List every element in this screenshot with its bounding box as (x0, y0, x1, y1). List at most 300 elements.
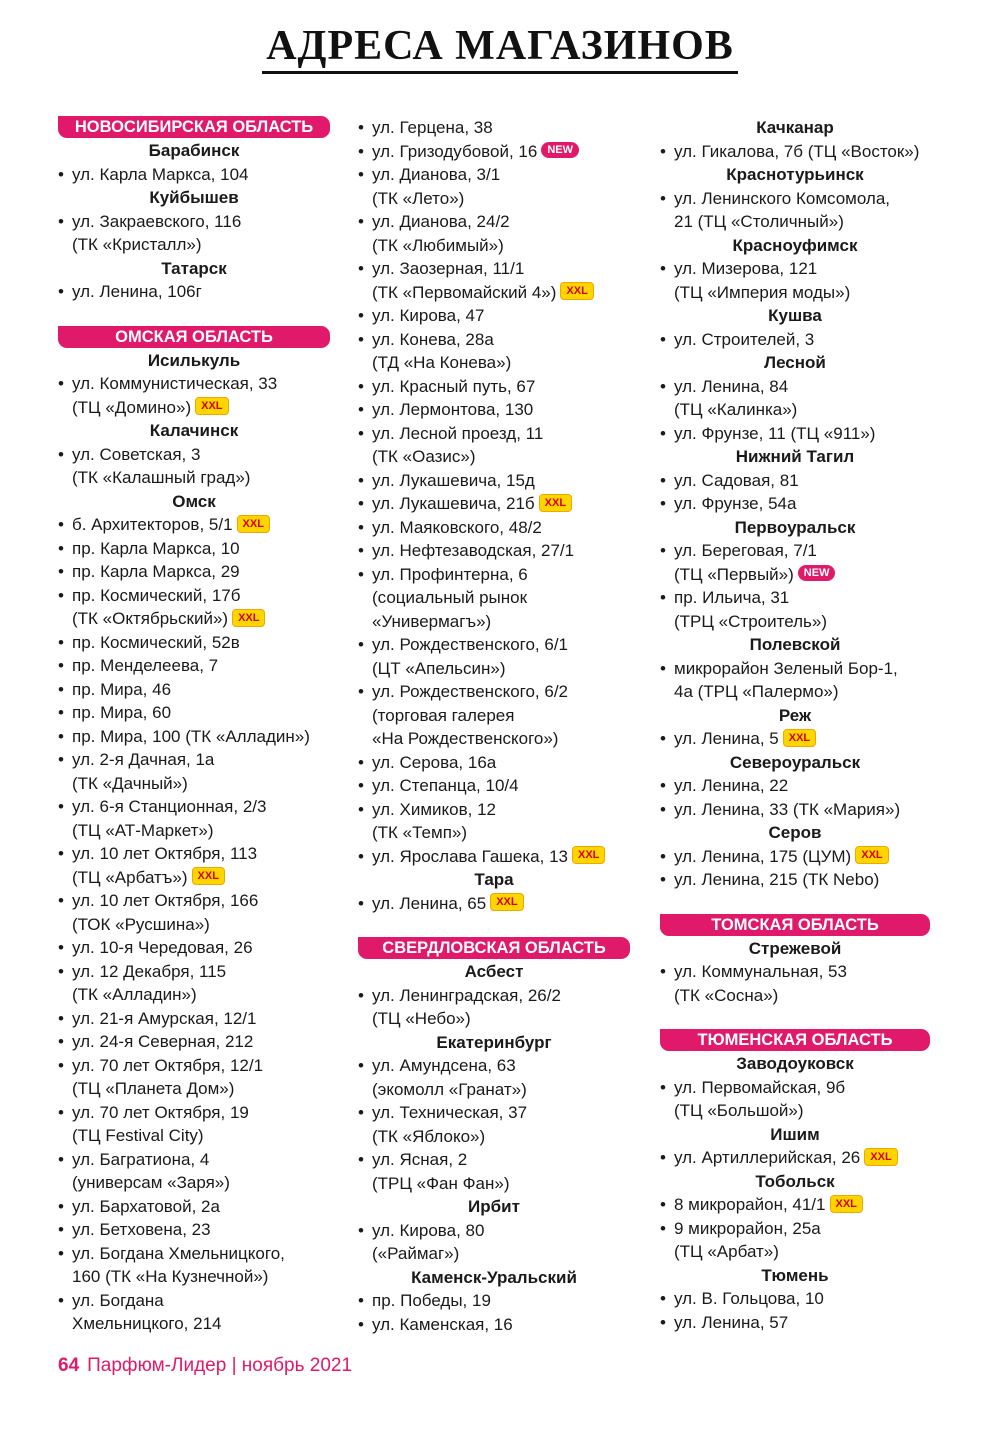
address-lines (72, 513, 330, 537)
bullet-icon: • (358, 541, 364, 560)
address-lines (372, 257, 630, 304)
bullet-icon: • (660, 329, 666, 349)
address-lines (72, 701, 330, 725)
address-text: Хмельницкого, 214 (72, 1314, 222, 1333)
store-address (358, 1313, 630, 1337)
address-line (372, 304, 630, 328)
xxl-badge: XXL (232, 609, 265, 627)
address-line (372, 234, 630, 258)
address-text: (ТЦ «Империя моды») (674, 282, 851, 302)
address-text: ул. Рождественского, 6/2 (372, 682, 569, 701)
address-text: ул. Рождественского, 6/1 (372, 635, 569, 654)
address-text: (ТРЦ «Строитель») (674, 611, 827, 631)
bullet-icon: • (58, 1055, 64, 1075)
bullet-icon: • (58, 164, 64, 184)
address-lines (72, 936, 330, 960)
address-lines (72, 1054, 330, 1101)
address-text: ул. Бетховена, 23 (72, 1220, 211, 1239)
bullet-icon: • (58, 797, 64, 816)
address-text: пр. Карла Маркса, 29 (72, 562, 240, 581)
store-address (358, 328, 630, 375)
address-lines (674, 774, 930, 798)
store-address (358, 257, 630, 304)
address-line (72, 725, 330, 749)
bullet-icon: • (660, 658, 666, 678)
store-address (660, 1076, 930, 1123)
bullet-icon: • (58, 585, 64, 605)
address-line (372, 328, 630, 352)
address-lines (372, 328, 630, 375)
address-line (372, 563, 630, 587)
address-text: ул. Строителей, 3 (674, 329, 815, 349)
address-text: ул. Артиллерийская, 26 (674, 1148, 861, 1167)
bullet-icon: • (358, 635, 364, 654)
address-lines (72, 163, 330, 187)
xxl-badge: XXL (830, 1195, 863, 1213)
address-lines (72, 678, 330, 702)
address-line (72, 1218, 330, 1242)
address-line (372, 1172, 630, 1196)
address-text: (социальный рынок (372, 588, 528, 607)
address-line (372, 821, 630, 845)
address-line (674, 984, 930, 1008)
address-line (372, 539, 630, 563)
address-text: ул. Дианова, 3/1 (372, 165, 501, 184)
bullet-icon: • (358, 564, 364, 584)
bullet-icon: • (358, 893, 364, 913)
city-heading: Тюмень (761, 1265, 829, 1285)
store-address (58, 936, 330, 960)
address-lines (674, 798, 930, 822)
address-lines (674, 586, 930, 633)
bullet-icon: • (660, 259, 666, 278)
address-line (372, 422, 630, 446)
store-address (358, 680, 630, 751)
address-text: ул. Профинтерна, 6 (372, 564, 528, 584)
address-lines (372, 680, 630, 751)
address-text: (ТЦ «Небо») (372, 1009, 471, 1028)
store-address (58, 1218, 330, 1242)
address-lines (372, 1313, 630, 1337)
store-address (58, 725, 330, 749)
publication-info: Парфюм-Лидер | ноябрь 2021 (87, 1355, 353, 1376)
region-header: ОМСКАЯ ОБЛАСТЬ (58, 326, 330, 348)
address-text: пр. Мира, 46 (72, 679, 172, 699)
address-line (72, 960, 330, 984)
address-lines (674, 469, 930, 493)
address-text: пр. Менделеева, 7 (72, 656, 219, 675)
column-3 (660, 116, 930, 1334)
address-line (372, 1219, 630, 1243)
address-line (372, 187, 630, 211)
address-line (372, 1125, 630, 1149)
address-lines (372, 984, 630, 1031)
store-address (358, 163, 630, 210)
store-address (358, 1101, 630, 1148)
address-lines (372, 1054, 630, 1101)
address-text: ул. Бархатовой, 2а (72, 1196, 220, 1216)
address-line (372, 1101, 630, 1125)
bullet-icon: • (660, 799, 666, 819)
address-line (72, 607, 330, 631)
address-text: ул. Садовая, 81 (674, 470, 799, 490)
address-text: ул. 10 лет Октября, 166 (72, 891, 259, 910)
address-lines (674, 375, 930, 422)
address-lines (674, 1146, 930, 1170)
store-address (58, 372, 330, 419)
address-text: ул. Лермонтова, 130 (372, 400, 534, 419)
city-heading: Калачинск (149, 421, 239, 440)
address-line (372, 516, 630, 540)
store-address (660, 1311, 930, 1335)
address-line (372, 1148, 630, 1172)
address-text: ул. Мизерова, 121 (674, 259, 818, 278)
store-address (358, 304, 630, 328)
store-address (660, 469, 930, 493)
address-text: ул. Ленинградская, 26/2 (372, 985, 561, 1005)
address-lines (72, 560, 330, 584)
address-line (372, 774, 630, 798)
address-line (372, 492, 630, 516)
address-line (372, 798, 630, 822)
address-line (372, 1007, 630, 1031)
address-text: пр. Победы, 19 (372, 1291, 491, 1310)
address-text: ул. Гикалова, 7б (ТЦ «Восток») (674, 141, 920, 161)
store-address (660, 140, 930, 164)
address-line (674, 657, 930, 681)
address-line (674, 563, 930, 587)
store-address (660, 960, 930, 1007)
address-line (674, 960, 930, 984)
address-line (372, 469, 630, 493)
address-text: (ТЦ «Калинка») (674, 400, 798, 419)
address-lines (372, 1148, 630, 1195)
address-line (674, 1217, 930, 1241)
address-line (674, 492, 930, 516)
store-address (660, 845, 930, 869)
xxl-badge: XXL (572, 846, 605, 864)
address-text: (ТК «Первомайский 4») (372, 282, 557, 302)
store-address (58, 1289, 330, 1336)
store-address (660, 375, 930, 422)
bullet-icon: • (358, 1103, 364, 1122)
city-heading: Полевской (749, 635, 841, 654)
address-text: ул. Ленина, 215 (ТК Nebo) (674, 870, 880, 889)
store-address (358, 1219, 630, 1266)
address-text: (ТК «Октябрьский») (72, 609, 229, 628)
region-header: НОВОСИБИРСКАЯ ОБЛАСТЬ (58, 116, 330, 138)
address-lines (72, 889, 330, 936)
address-text: ул. Богдана Хмельницкого, (72, 1243, 285, 1263)
address-text: ул. Степанца, 10/4 (372, 776, 519, 795)
store-address (58, 795, 330, 842)
city-heading: Кушва (768, 306, 822, 325)
address-text: 8 микрорайон, 41/1 (674, 1195, 826, 1214)
address-line (72, 1195, 330, 1219)
address-lines (674, 1193, 930, 1217)
address-text: (ТК «Кристалл») (72, 235, 202, 254)
bullet-icon: • (358, 1150, 364, 1169)
address-lines (674, 492, 930, 516)
address-text: микрорайон Зеленый Бор-1, (674, 658, 898, 678)
address-line (72, 936, 330, 960)
address-line (372, 586, 630, 610)
address-lines (372, 751, 630, 775)
address-text: ул. Маяковского, 48/2 (372, 517, 542, 537)
address-line (72, 819, 330, 843)
address-text: ул. Химиков, 12 (372, 799, 496, 819)
address-text: ул. 12 Декабря, 115 (72, 961, 227, 981)
bullet-icon: • (58, 726, 64, 746)
address-lines (674, 422, 930, 446)
store-address (358, 1289, 630, 1313)
address-lines (674, 328, 930, 352)
address-text: ул. В. Гольцова, 10 (674, 1289, 824, 1308)
address-lines (72, 210, 330, 257)
store-address (58, 1054, 330, 1101)
address-text: ул. Дианова, 24/2 (372, 212, 510, 231)
address-text: (ТК «Любимый») (372, 235, 504, 255)
bullet-icon: • (660, 846, 666, 866)
address-text: ул. Лесной проезд, 11 (372, 423, 544, 443)
store-address (660, 868, 930, 892)
address-lines (72, 584, 330, 631)
bullet-icon: • (58, 1102, 64, 1122)
address-line (72, 163, 330, 187)
address-text: ул. Лукашевича, 21б (372, 494, 535, 513)
store-address (58, 1242, 330, 1289)
store-address (660, 798, 930, 822)
address-line (372, 657, 630, 681)
bullet-icon: • (358, 400, 364, 419)
address-lines (72, 631, 330, 655)
address-line (72, 1265, 330, 1289)
bullet-icon: • (58, 1290, 64, 1310)
bullet-icon: • (358, 752, 364, 772)
address-line (72, 772, 330, 796)
section-spacer (58, 304, 330, 326)
address-line (72, 1054, 330, 1078)
xxl-badge: XXL (490, 893, 523, 911)
address-lines (72, 1218, 330, 1242)
address-line (674, 281, 930, 305)
address-line (372, 445, 630, 469)
address-line (372, 680, 630, 704)
address-line (72, 1242, 330, 1266)
city-heading: Лесной (764, 353, 826, 372)
address-text: (ТОК «Русшина») (72, 914, 210, 934)
address-line (674, 1311, 930, 1335)
address-lines (372, 469, 630, 493)
address-text: ул. Фрунзе, 11 (ТЦ «911») (674, 423, 876, 443)
city-heading: Ирбит (468, 1197, 520, 1216)
address-text: пр. Ильича, 31 (674, 588, 790, 607)
city-heading: Нижний Тагил (735, 447, 855, 466)
bullet-icon: • (660, 1218, 666, 1238)
address-line (72, 1124, 330, 1148)
city-heading: Каменск-Уральский (411, 1267, 577, 1287)
address-text: ул. 70 лет Октября, 19 (72, 1102, 249, 1122)
bullet-icon: • (660, 1312, 666, 1332)
address-line (72, 1077, 330, 1101)
address-line (372, 375, 630, 399)
store-address (358, 210, 630, 257)
xxl-badge: XXL (560, 282, 593, 300)
address-text: ул. Кирова, 47 (372, 306, 485, 325)
address-line (372, 257, 630, 281)
store-address (358, 751, 630, 775)
bullet-icon: • (358, 799, 364, 819)
address-lines (72, 960, 330, 1007)
store-address (660, 1146, 930, 1170)
address-lines (674, 960, 930, 1007)
address-line (72, 631, 330, 655)
address-text: (ТК «Оазис») (372, 447, 476, 466)
store-address (660, 187, 930, 234)
city-heading: Ишим (770, 1124, 820, 1144)
address-text: ул. Коммунистическая, 33 (72, 374, 278, 393)
address-line (372, 1078, 630, 1102)
bullet-icon: • (358, 1291, 364, 1310)
address-text: ул. Береговая, 7/1 (674, 541, 817, 560)
city-heading: Барабинск (148, 141, 240, 160)
address-text: пр. Космический, 17б (72, 585, 241, 605)
store-address (358, 492, 630, 516)
bullet-icon: • (358, 1314, 364, 1334)
address-text: ул. Закраевского, 116 (72, 211, 242, 231)
bullet-icon: • (58, 444, 64, 464)
address-line (72, 584, 330, 608)
address-lines (72, 1101, 330, 1148)
address-lines (372, 1219, 630, 1266)
address-line (72, 210, 330, 234)
address-text: ул. 21-я Амурская, 12/1 (72, 1008, 257, 1028)
bullet-icon: • (58, 656, 64, 675)
address-text: ул. Советская, 3 (72, 444, 201, 464)
address-text: (ТК «Алладин») (72, 985, 197, 1004)
address-text: (ТЦ «Первый») (674, 564, 794, 584)
address-lines (72, 654, 330, 678)
store-address (358, 892, 630, 916)
address-lines (372, 539, 630, 563)
address-line (372, 984, 630, 1008)
bullet-icon: • (58, 891, 64, 910)
address-line (72, 560, 330, 584)
address-text: ул. Ленинского Комсомола, (674, 188, 891, 208)
address-lines (372, 210, 630, 257)
bullet-icon: • (358, 846, 364, 866)
address-line (372, 751, 630, 775)
address-text: ул. Ленина, 175 (ЦУМ) (674, 846, 852, 866)
store-address (58, 1148, 330, 1195)
city-heading: Асбест (464, 962, 524, 981)
bullet-icon: • (58, 961, 64, 981)
address-text: ул. Нефтезаводская, 27/1 (372, 541, 575, 560)
page-title: АДРЕСА МАГАЗИНОВ (262, 23, 738, 74)
store-address (358, 116, 630, 140)
store-address (358, 798, 630, 845)
address-text: ул. 2-я Дачная, 1а (72, 750, 215, 769)
bullet-icon: • (660, 729, 666, 748)
address-line (372, 210, 630, 234)
city-heading: Красноуфимск (732, 235, 858, 255)
city-heading: Екатеринбург (436, 1032, 552, 1052)
address-line (372, 1289, 630, 1313)
bullet-icon: • (358, 1220, 364, 1240)
address-line (372, 116, 630, 140)
address-line (372, 633, 630, 657)
address-lines (372, 140, 630, 164)
xxl-badge: XXL (783, 729, 816, 747)
address-line (372, 727, 630, 751)
address-line (72, 678, 330, 702)
bullet-icon: • (358, 682, 364, 701)
address-line (674, 469, 930, 493)
bullet-icon: • (660, 188, 666, 208)
address-text: (ТЦ «АТ-Маркет») (72, 820, 214, 840)
store-address (660, 539, 930, 586)
address-line (674, 375, 930, 399)
address-lines (372, 1289, 630, 1313)
address-line (674, 539, 930, 563)
store-address (358, 633, 630, 680)
address-lines (674, 257, 930, 304)
address-line (372, 163, 630, 187)
store-address (58, 163, 330, 187)
store-address (358, 1148, 630, 1195)
address-line (72, 842, 330, 866)
bullet-icon: • (660, 141, 666, 161)
address-lines (372, 774, 630, 798)
address-text: ул. Каменская, 16 (372, 1314, 513, 1334)
address-line (674, 140, 930, 164)
bullet-icon: • (660, 494, 666, 513)
address-line (674, 1146, 930, 1170)
address-text: (ТК «Темп») (372, 823, 468, 842)
address-lines (372, 798, 630, 845)
address-line (72, 1148, 330, 1172)
address-line (674, 210, 930, 234)
address-line (72, 280, 330, 304)
address-lines (72, 842, 330, 889)
store-address (660, 657, 930, 704)
address-line (372, 140, 630, 164)
column-1 (58, 116, 330, 1336)
address-line (372, 281, 630, 305)
address-line (72, 466, 330, 490)
address-lines (674, 845, 930, 869)
address-text: пр. Мира, 60 (72, 703, 172, 722)
store-address (358, 516, 630, 540)
address-text: «На Рождественского») (372, 729, 559, 748)
address-lines (372, 163, 630, 210)
address-text: 9 микрорайон, 25а (674, 1218, 821, 1238)
address-lines (674, 727, 930, 751)
store-address (660, 1193, 930, 1217)
address-lines (372, 492, 630, 516)
address-lines (372, 633, 630, 680)
store-address (358, 845, 630, 869)
address-lines (372, 845, 630, 869)
bullet-icon: • (660, 870, 666, 889)
address-text: ул. Красный путь, 67 (372, 376, 536, 396)
address-lines (372, 116, 630, 140)
store-address (660, 586, 930, 633)
region-header: ТОМСКАЯ ОБЛАСТЬ (660, 914, 930, 936)
address-text: (экомолл «Гранат») (372, 1079, 527, 1099)
bullet-icon: • (58, 703, 64, 722)
address-text: ул. 24-я Северная, 212 (72, 1032, 254, 1051)
